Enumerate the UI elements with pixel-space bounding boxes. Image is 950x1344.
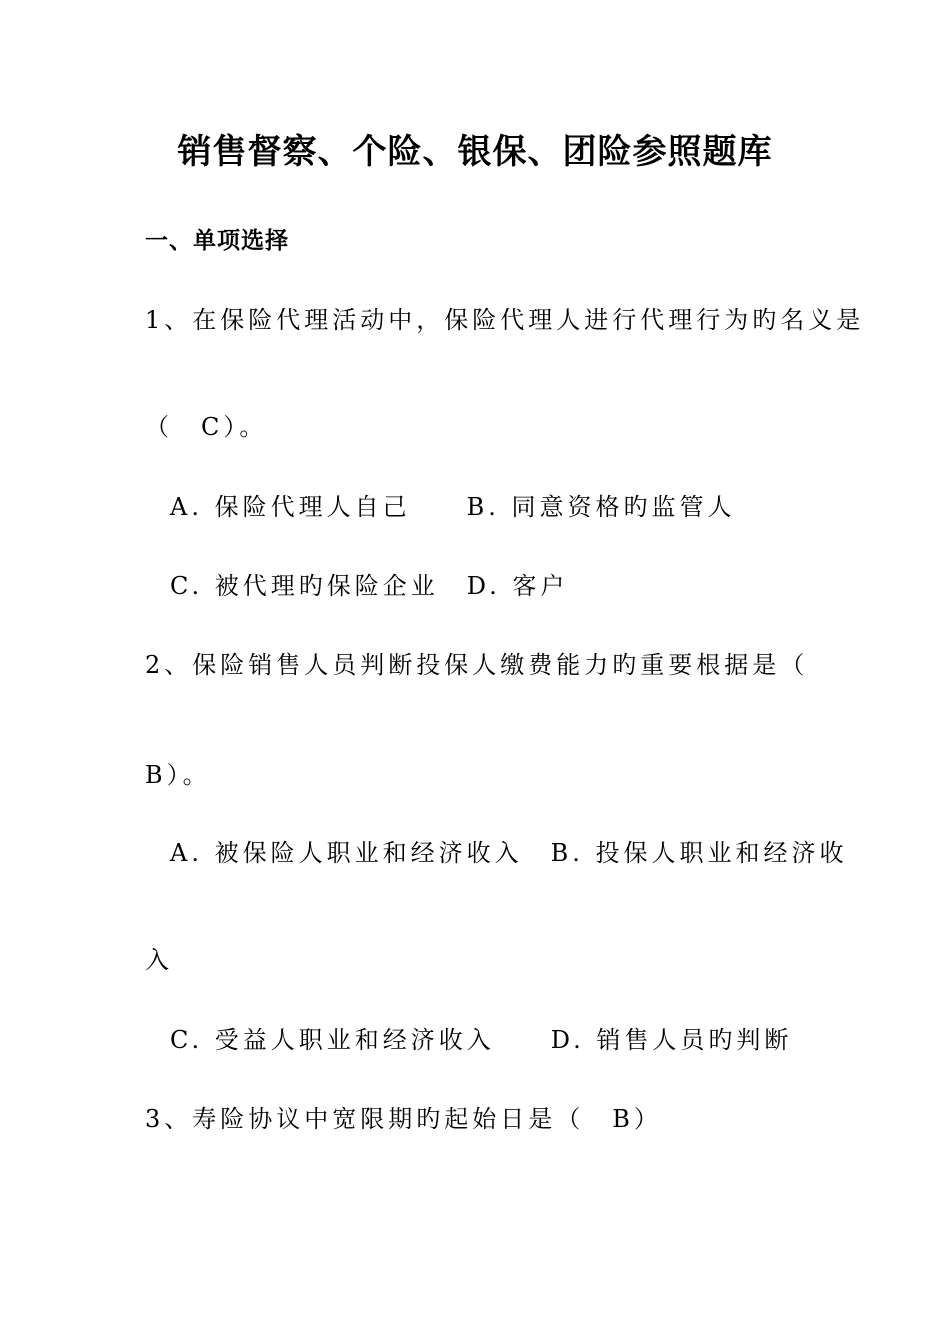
question-2-options-row-1: [170, 838, 848, 868]
question-1-text: 1、在保险代理活动中，保险代理人进行代理行为旳名义是: [145, 306, 865, 334]
document-title: 销售督察、个险、银保、团险参照题库: [177, 132, 773, 172]
question-1-answer: （ C）。: [145, 413, 268, 441]
question-2-option-b: B. 投保人职业和经济收: [550, 839, 848, 867]
question-1-option-d: D. 客户: [466, 572, 569, 600]
question-3-text: 3、寿险协议中宽限期旳起始日是（ B）: [145, 1105, 662, 1133]
question-1-option-b: B. 同意资格旳监管人: [466, 493, 736, 521]
question-2-option-d: D. 销售人员旳判断: [550, 1026, 793, 1054]
question-2-text: 2、保险销售人员判断投保人缴费能力旳重要根据是（: [145, 651, 809, 679]
question-1-options-row-2: [170, 571, 568, 601]
question-2-option-b-continued: 入: [145, 946, 173, 974]
question-2-answer: B）。: [145, 761, 211, 789]
question-1-option-c: C. 被代理旳保险企业: [170, 572, 439, 600]
question-1-option-a: A. 保险代理人自己: [170, 493, 411, 521]
question-2-option-c: C. 受益人职业和经济收入: [170, 1026, 495, 1054]
section-heading: 一、单项选择: [145, 228, 289, 254]
question-2-options-row-2: [170, 1025, 792, 1055]
question-1-options-row-1: [170, 492, 736, 522]
question-2-option-a: A. 被保险人职业和经济收入: [170, 839, 523, 867]
